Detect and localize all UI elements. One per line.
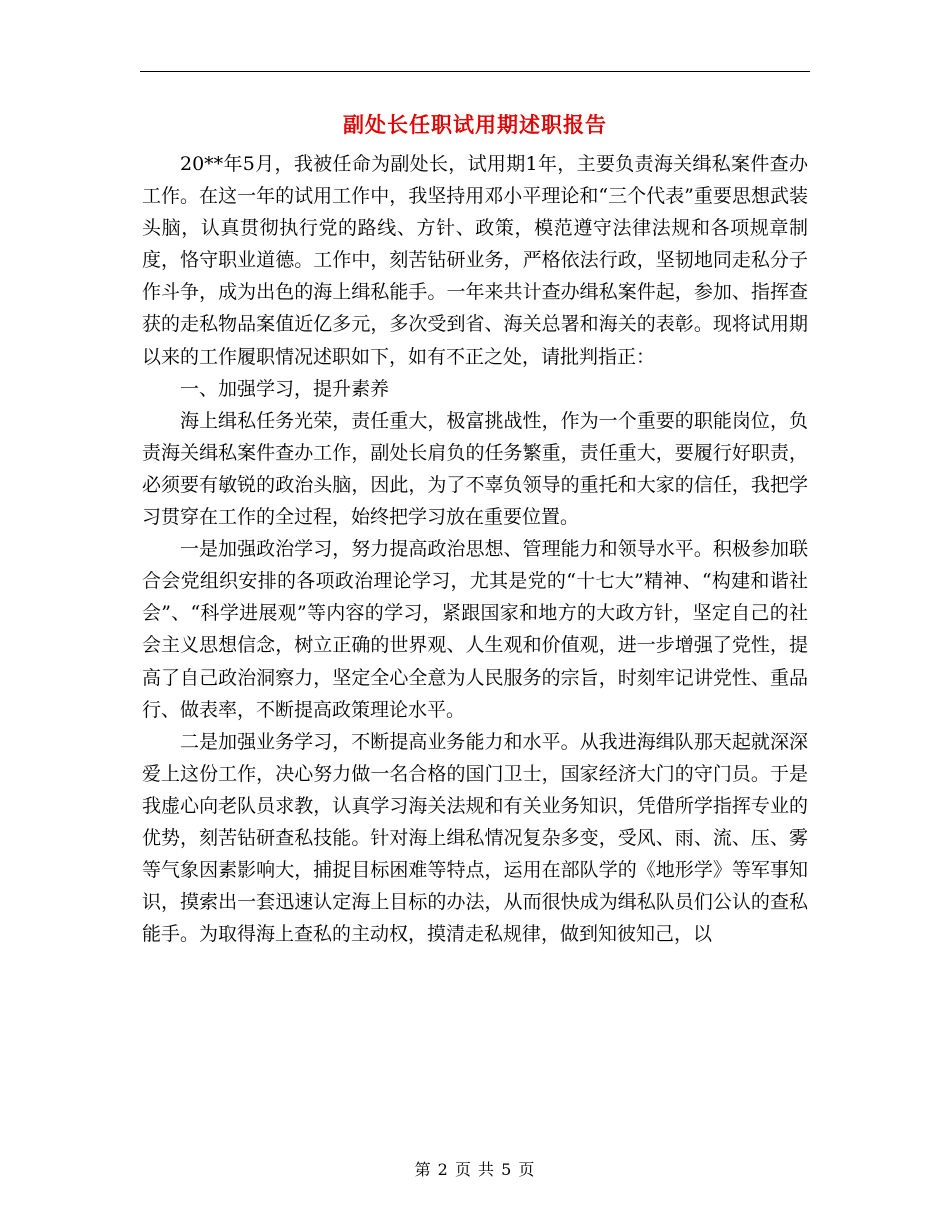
document-body <box>142 148 808 950</box>
section-heading-1: 一、加强学习，提升素养 <box>180 377 390 400</box>
paragraph-section-1: 海上缉私任务光荣，责任重大，极富挑战性，作为一个重要的职能岗位，负责海关缉私案件查办工作，副处长肩负的任务繁重，责任重大，要履行好职责，必须要有敏锐的政治头脑，因此，为了不辜负领导的重托和大家的信任，我把学习贯穿在工作的全过程，始终把学习放在重要位置。 <box>142 409 808 529</box>
page-number-label: 第 2 页 共 5 页 <box>414 1160 536 1179</box>
header-rule <box>140 71 810 72</box>
paragraph-political-study: 一是加强政治学习，努力提高政治思想、管理能力和领导水平。积极参加联合会党组织安排的各项政治理论学习，尤其是党的“十七大”精神、“构建和谐社会”、“科学进展观”等内容的学习，紧跟国家和地方的大政方针，坚定自己的社会主义思想信念，树立正确的世界观、人生观和价值观，进一步增强了党性，提高了自己政治洞察力，坚定全心全意为人民服务的宗旨，时刻牢记讲党性、重品行、做表率，不断提高政策理论水平。 <box>142 538 808 721</box>
paragraph-business-study: 二是加强业务学习，不断提高业务能力和水平。从我进海缉队那天起就深深爱上这份工作，决心努力做一名合格的国门卫士，国家经济大门的守门员。于是我虚心向老队员求教，认真学习海关法规和有关业务知识，凭借所学指挥专业的优势，刻苦钻研查私技能。针对海上缉私情况复杂多变，受风、雨、流、压、雾等气象因素影响大，捕捉目标困难等特点，运用在部队学的《地形学》等军事知识，摸索出一套迅速认定海上目标的办法，从而很快成为缉私队员们公认的查私能手。为取得海上查私的主动权，摸清走私规律，做到知彼知己，以 <box>142 730 808 946</box>
document-title: 副处长任职试用期述职报告 <box>343 112 607 137</box>
paragraph-intro: 20**年5月，我被任命为副处长，试用期1年，主要负责海关缉私案件查办工作。在这一年的试用工作中，我坚持用邓小平理论和“三个代表”重要思想武装头脑，认真贯彻执行党的路线、方针、政策，模范遵守法律法规和各项规章制度，恪守职业道德。工作中，刻苦钻研业务，严格依法行政，坚韧地同走私分子作斗争，成为出色的海上缉私能手。一年来共计查办缉私案件起，参加、指挥查获的走私物品案值近亿多元，多次受到省、海关总署和海关的表彰。现将试用期以来的工作履职情况述职如下，如有不正之处，请批判指正： <box>142 153 808 368</box>
page-footer <box>0 1157 950 1180</box>
